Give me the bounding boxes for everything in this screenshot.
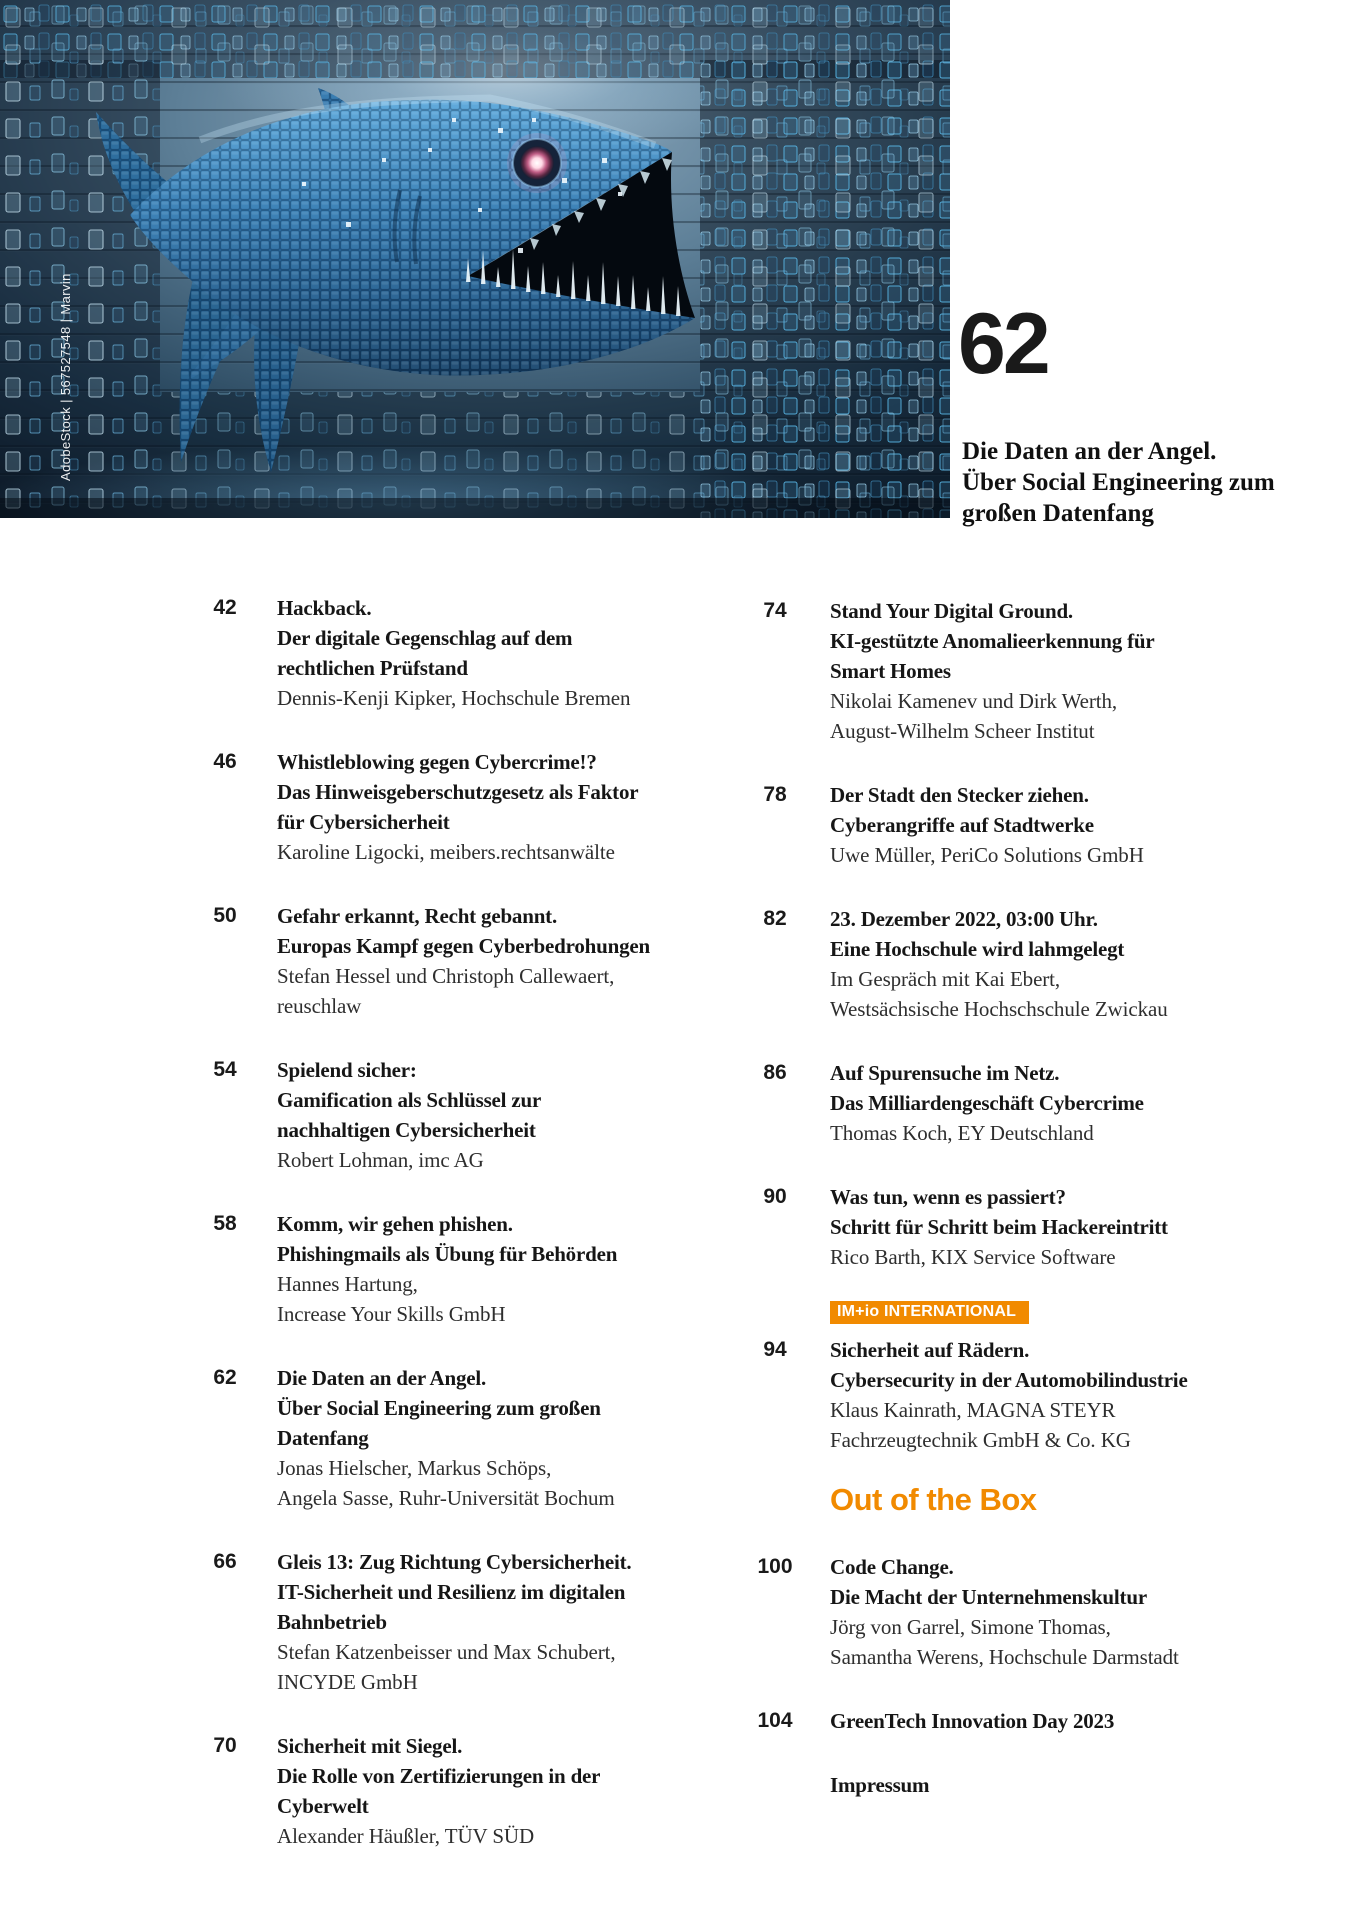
toc-entry-text	[830, 1335, 1265, 1455]
featured-caption-line: Die Daten an der Angel.	[962, 438, 1217, 465]
toc-entry-page-number	[745, 1770, 805, 1800]
toc-entry-page-number: 82	[763, 907, 787, 930]
toc-entry[interactable]	[203, 1363, 683, 1513]
toc-entry-page-number: 42	[213, 596, 237, 619]
toc-entry-page-number: 70	[213, 1734, 237, 1757]
toc-entry[interactable]	[745, 596, 1265, 746]
toc-entry[interactable]	[745, 1770, 1265, 1800]
toc-entry-title-line: Phishingmails als Übung für Behörden	[277, 1242, 618, 1266]
toc-entry-author-line: Fachrzeugtechnik GmbH & Co. KG	[830, 1428, 1131, 1452]
toc-entry-title-line: Spielend sicher:	[277, 1058, 417, 1082]
toc-entry-author-line: Stefan Hessel und Christoph Callewaert,	[277, 964, 615, 988]
toc-entry-title-line: Der Stadt den Stecker ziehen.	[830, 783, 1089, 807]
toc-entry-text	[277, 747, 683, 867]
toc-column-left	[203, 593, 683, 1885]
toc-entry[interactable]	[745, 904, 1265, 1024]
toc-entry-title-line: Gefahr erkannt, Recht gebannt.	[277, 904, 558, 928]
binary-shark-illustration	[0, 0, 950, 518]
toc-entry-author-line: Samantha Werens, Hochschule Darmstadt	[830, 1645, 1179, 1669]
toc-entry[interactable]	[745, 1058, 1265, 1148]
featured-caption-line: großen Datenfang	[962, 500, 1154, 527]
toc-entry-author-line: Angela Sasse, Ruhr-Universität Bochum	[277, 1486, 615, 1510]
toc-entry-text	[277, 1547, 683, 1697]
toc-entry-title-line: Das Milliardengeschäft Cybercrime	[830, 1091, 1144, 1115]
toc-entry-author-line: Hannes Hartung,	[277, 1272, 418, 1296]
toc-entry-text	[830, 1770, 1265, 1800]
toc-entry-page-number: 66	[213, 1550, 237, 1573]
toc-entry-page-number: 104	[757, 1709, 793, 1732]
toc-entry[interactable]	[203, 1731, 683, 1851]
toc-entry[interactable]	[745, 1182, 1265, 1272]
toc-entry-title-line: Der digitale Gegenschlag auf dem	[277, 626, 573, 650]
toc-entry-title-line: Cyberangriffe auf Stadtwerke	[830, 813, 1094, 837]
toc-entry-title-line: rechtlichen Prüfstand	[277, 656, 468, 680]
toc-entry[interactable]	[203, 1209, 683, 1329]
toc-entry-title-line: Die Macht der Unternehmenskultur	[830, 1585, 1147, 1609]
toc-entry[interactable]	[745, 780, 1265, 870]
toc-entry-author-line: Klaus Kainrath, MAGNA STEYR	[830, 1398, 1116, 1422]
toc-entry-author-line: Im Gespräch mit Kai Ebert,	[830, 967, 1061, 991]
featured-caption-line: Über Social Engineering zum	[962, 469, 1275, 496]
toc-entry-text	[830, 596, 1265, 746]
toc-entry-title-line: 23. Dezember 2022, 03:00 Uhr.	[830, 907, 1098, 931]
toc-entry-title-line: IT-Sicherheit und Resilienz im digitalen	[277, 1580, 626, 1604]
toc-entry-author-line: Alexander Häußler, TÜV SÜD	[277, 1824, 535, 1848]
toc-entry-title-line: Cybersecurity in der Automobilindustrie	[830, 1368, 1188, 1392]
toc-entry-author-line: Dennis-Kenji Kipker, Hochschule Bremen	[277, 686, 631, 710]
toc-entry-title-line: Code Change.	[830, 1555, 954, 1579]
toc-entry-author-line: Karoline Ligocki, meibers.rechtsanwälte	[277, 840, 615, 864]
toc-entry-author-line: reuschlaw	[277, 994, 362, 1018]
toc-entry-text	[277, 1731, 683, 1851]
toc-entry-page-number: 86	[763, 1061, 787, 1084]
toc-entry-page-number: 58	[213, 1212, 237, 1235]
toc-entry-text	[277, 1209, 683, 1329]
toc-entry-text	[277, 593, 683, 713]
toc-entry[interactable]	[203, 747, 683, 867]
toc-entry-text	[830, 1182, 1265, 1272]
toc-entry-author-line: August-Wilhelm Scheer Institut	[830, 719, 1095, 743]
hero-image	[0, 0, 950, 518]
toc-entry-page-number: 78	[763, 783, 787, 806]
toc-entry-author-line: Stefan Katzenbeisser und Max Schubert,	[277, 1640, 616, 1664]
toc-column-right	[745, 596, 1265, 1834]
image-credit: AdobeStock | 567527548 | Marvin	[58, 273, 73, 481]
toc-entry-title-line: Die Daten an der Angel.	[277, 1366, 487, 1390]
toc-entry-title-line: Gamification als Schlüssel zur	[277, 1088, 542, 1112]
toc-entry-page-number: 54	[213, 1058, 237, 1081]
toc-entry-text	[830, 1706, 1265, 1736]
toc-entry-title-line: KI-gestützte Anomalieerkennung für	[830, 629, 1155, 653]
toc-entry-title-line: Whistleblowing gegen Cybercrime!?	[277, 750, 597, 774]
toc-entry-text	[277, 901, 683, 1021]
toc-entry-title-line: Smart Homes	[830, 659, 951, 683]
toc-entry-title-line: Datenfang	[277, 1426, 369, 1450]
toc-entry-title-line: Eine Hochschule wird lahmgelegt	[830, 937, 1125, 961]
section-heading-out-of-the-box: Out of the Box	[830, 1482, 1037, 1517]
toc-entry-author-line: Thomas Koch, EY Deutschland	[830, 1121, 1094, 1145]
toc-entry-text	[830, 1552, 1265, 1672]
toc-entry-author-line: Uwe Müller, PeriCo Solutions GmbH	[830, 843, 1144, 867]
toc-entry-text	[830, 780, 1265, 870]
toc-entry[interactable]	[203, 593, 683, 713]
toc-entry-author-line: Westsächsische Hochschschule Zwickau	[830, 997, 1168, 1021]
toc-entry-title-line: Das Hinweisgeberschutzgesetz als Faktor	[277, 780, 639, 804]
toc-entry-title-line: Stand Your Digital Ground.	[830, 599, 1073, 623]
toc-entry[interactable]	[745, 1335, 1265, 1455]
im-io-international-badge: IM+io INTERNATIONAL	[830, 1301, 1029, 1324]
toc-entry-page-number: 50	[213, 904, 237, 927]
toc-entry-author-line: Increase Your Skills GmbH	[277, 1302, 506, 1326]
toc-entry-title-line: nachhaltigen Cybersicherheit	[277, 1118, 536, 1142]
toc-entry[interactable]	[203, 1547, 683, 1697]
toc-entry-text	[277, 1055, 683, 1175]
toc-entry-title-line: Bahnbetrieb	[277, 1610, 387, 1634]
toc-entry-title-line: Sicherheit auf Rädern.	[830, 1338, 1030, 1362]
toc-entry-title-line: Gleis 13: Zug Richtung Cybersicherheit.	[277, 1550, 632, 1574]
toc-entry-title-line: Was tun, wenn es passiert?	[830, 1185, 1066, 1209]
toc-entry-page-number: 90	[763, 1185, 787, 1208]
toc-entry-title-line: Auf Spurensuche im Netz.	[830, 1061, 1060, 1085]
toc-entry-text	[277, 1363, 683, 1513]
toc-entry-title-line: Hackback.	[277, 596, 372, 620]
toc-entry-page-number: 74	[763, 599, 787, 622]
featured-page-number: 62	[958, 296, 1048, 392]
toc-entry-title-line: GreenTech Innovation Day 2023	[830, 1709, 1115, 1733]
toc-entry-title-line: Cyberwelt	[277, 1794, 369, 1818]
toc-entry-page-number: 46	[213, 750, 237, 773]
toc-entry-title-line: Europas Kampf gegen Cyberbedrohungen	[277, 934, 650, 958]
toc-entry-page-number: 62	[213, 1366, 237, 1389]
toc-entry-title-line: Über Social Engineering zum großen	[277, 1396, 601, 1420]
toc-entry-page-number: 100	[757, 1555, 793, 1578]
toc-entry[interactable]	[203, 901, 683, 1021]
toc-entry-title-line: Die Rolle von Zertifizierungen in der	[277, 1764, 601, 1788]
toc-entry-author-line: Jonas Hielscher, Markus Schöps,	[277, 1456, 552, 1480]
toc-entry-title-line: für Cybersicherheit	[277, 810, 450, 834]
toc-entry[interactable]	[745, 1552, 1265, 1672]
toc-entry[interactable]	[745, 1706, 1265, 1736]
toc-entry-author-line: Robert Lohman, imc AG	[277, 1148, 484, 1172]
toc-entry-title-line: Komm, wir gehen phishen.	[277, 1212, 513, 1236]
toc-entry-page-number: 94	[763, 1338, 787, 1361]
toc-entry-author-line: Rico Barth, KIX Service Software	[830, 1245, 1116, 1269]
toc-entry-text	[830, 904, 1265, 1024]
toc-entry-title-line: Impressum	[830, 1773, 930, 1797]
toc-entry-author-line: INCYDE GmbH	[277, 1670, 418, 1694]
shark-eye	[507, 133, 567, 193]
toc-entry-text	[830, 1058, 1265, 1148]
toc-entry[interactable]	[203, 1055, 683, 1175]
toc-entry-author-line: Jörg von Garrel, Simone Thomas,	[830, 1615, 1111, 1639]
toc-entry-author-line: Nikolai Kamenev und Dirk Werth,	[830, 689, 1118, 713]
toc-entry-title-line: Sicherheit mit Siegel.	[277, 1734, 463, 1758]
featured-article-caption	[962, 436, 1292, 529]
toc-entry-title-line: Schritt für Schritt beim Hackereintritt	[830, 1215, 1168, 1239]
